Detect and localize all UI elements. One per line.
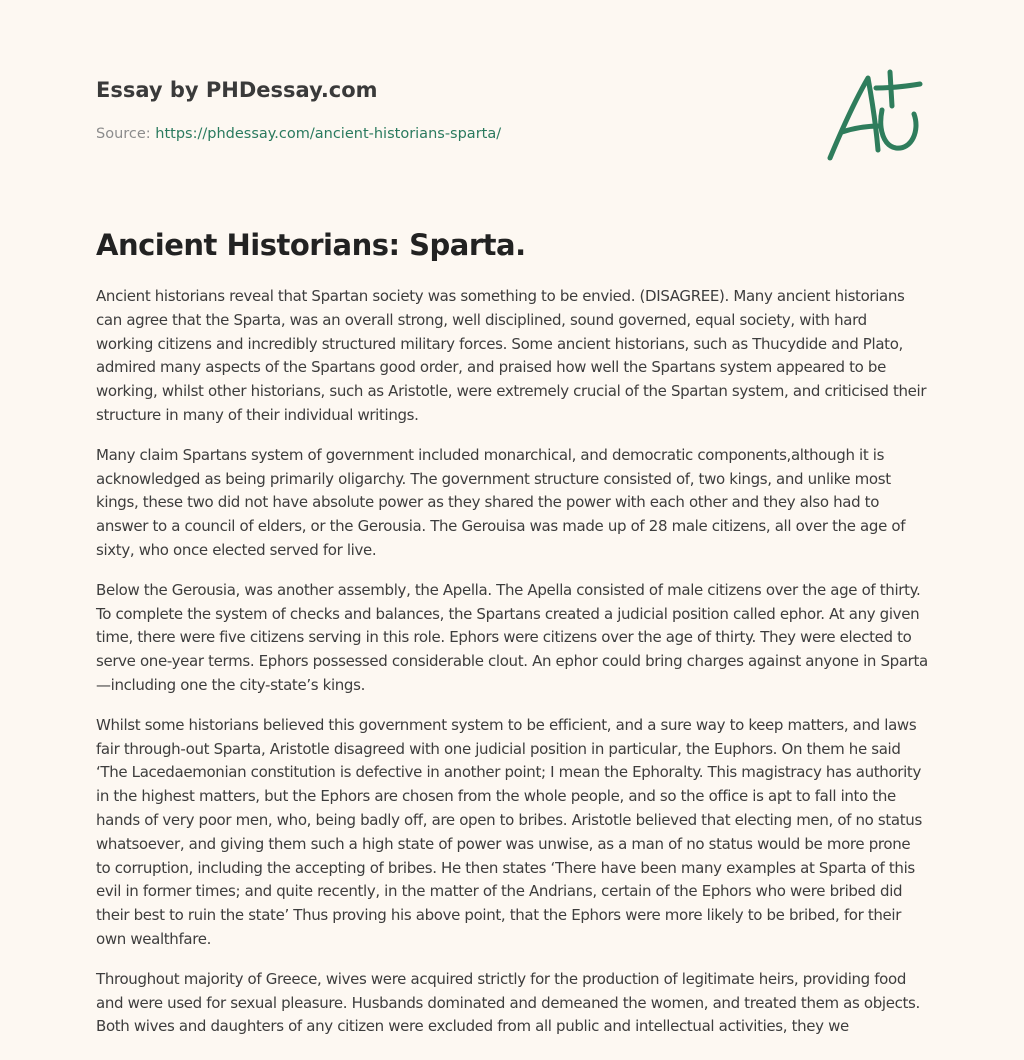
brand-name: Essay by PHDessay.com <box>96 78 378 102</box>
a-plus-grade-icon <box>820 66 930 166</box>
essay-paragraph: Ancient historians reveal that Spartan society was something to be envied. (DISAGREE). Many ancient historians can agree that the Sparta, was an overall strong, well disciplined, sound governed, equal society, with hard working citizens and incredibly structured military forces. Some ancient historians, such as Thucydide and Plato, admired many aspects of the Spartans good order, and praised how well the Spartans system appeared to be working, whilst other historians, such as Aristotle, were extremely crucial of the Spartan system, and criticised their structure in many of their individual writings. <box>96 287 927 424</box>
source-link[interactable]: https://phdessay.com/ancient-historians-sparta/ <box>155 126 502 142</box>
source-label: Source: <box>96 126 156 142</box>
essay-header <box>96 76 796 144</box>
essay-paragraph: Many claim Spartans system of government included monarchical, and democratic components,although it is acknowledged as being primarily oligarchy. The government structure consisted of, two kings, and unlike most kings, these two did not have absolute power as they shared the power with each other and they also had to answer to a council of elders, or the Gerousia. The Gerouisa was made up of 28 male citizens, all over the age of sixty, who once elected served for live. <box>96 445 906 559</box>
essay-paragraph: Throughout majority of Greece, wives were acquired strictly for the production of legitimate heirs, providing food and were used for sexual pleasure. Husbands dominated and demeaned the women, and treated them as objects. Both wives and daughters of any citizen were excluded from all public and intellectual activities, they we <box>96 969 920 1036</box>
source-line <box>96 124 796 144</box>
essay-paragraph: Whilst some historians believed this government system to be efficient, and a sure way to keep matters, and laws fair through-out Sparta, Aristotle disagreed with one judicial position in particular, the Euphors. On them he said ‘The Lacedaemonian constitution is defective in another point; I mean the Ephoralty. This magistracy has authority in the highest matters, but the Ephors are chosen from the whole people, and so the office is apt to fall into the hands of very poor men, who, being badly off, are open to bribes. Aristotle believed that electing men, of no status whatsoever, and giving them such a high state of power was unwise, as a man of no status would be more prone to corruption, including the accepting of bribes. He then states ‘There have been many examples at Sparta of this evil in former times; and quite recently, in the matter of the Andrians, certain of the Ephors who were bribed did their best to ruin the state’ Thus proving his above point, that the Ephors were more likely to be bribed, for their own wealthfare. <box>96 715 922 948</box>
essay-body <box>96 285 928 1055</box>
essay-paragraph: Below the Gerousia, was another assembly, the Apella. The Apella consisted of male citizens over the age of thirty. To complete the system of checks and balances, the Spartans created a judicial position called ephor. At any given time, there were five citizens serving in this role. Ephors were citizens over the age of thirty. They were elected to serve one-year terms. Ephors possessed considerable clout. An ephor could bring charges against anyone in Sparta—including one the city-state’s kings. <box>96 580 928 694</box>
essay-title: Ancient Historians: Sparta. <box>96 228 526 262</box>
